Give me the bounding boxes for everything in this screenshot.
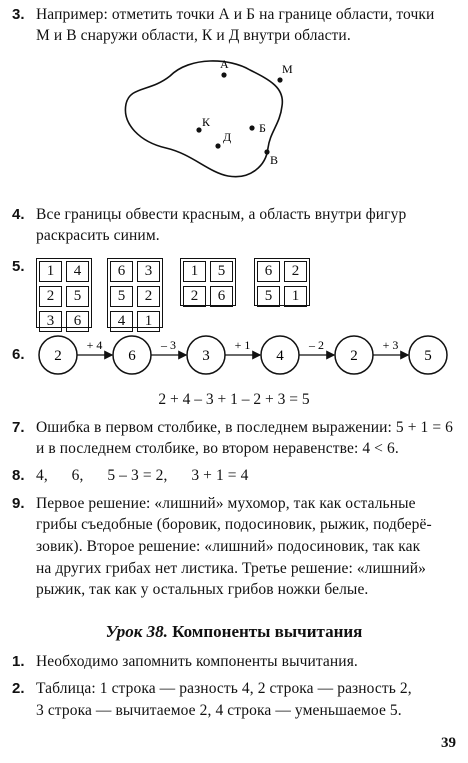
point-b-dot [249,125,254,130]
item-7-line-1: Ошибка в первом столбике, в последнем выражении: 5 + 1 = 6 [36,419,454,436]
grid-cell: 3 [39,311,62,332]
point-d-dot [215,143,220,148]
item-3-number: 3. [12,6,25,23]
lesson-item-1-line-1: Необходимо запомнить компоненты вычитания. [36,653,358,670]
item-4-line-2: раскрасить синим. [36,227,160,244]
lesson-item-1-number: 1. [12,653,25,670]
item-3-line-2: М и В снаружи области, К и Д внутри области. [36,27,351,44]
grid-cell: 2 [183,286,206,307]
point-m-label: М [282,62,293,76]
grid-cell: 1 [183,261,206,282]
point-k-dot [196,127,201,132]
lesson-prefix: Урок 38. [105,622,168,641]
item-9-line-5: рыжик, так как у остальных грибов ножки белые. [36,581,369,598]
equation: 2 + 4 – 3 + 1 – 2 + 3 = 5 [158,391,310,408]
item-6-number: 6. [12,346,25,363]
grid-cell: 2 [284,261,307,282]
sequence-operation: – 2 [309,338,324,352]
grid-cell: 3 [137,261,160,282]
sequence-operation: + 3 [382,338,399,352]
number-grid-2 [107,258,163,328]
item-3-line-1: Например: отметить точки А и Б на границе области, точки [36,6,435,23]
grid-cell: 5 [110,286,133,307]
point-a-label: А [220,57,229,71]
point-v-dot [264,149,269,154]
number-grid-3 [180,258,236,306]
sequence-value: 3 [202,348,210,364]
sequence-value: 4 [276,348,284,364]
grid-cell: 6 [210,286,233,307]
point-d-label: Д [223,130,232,144]
item-8-line-1: 4, 6, 5 – 3 = 2, 3 + 1 = 4 [36,467,249,484]
number-grid-1 [36,258,92,328]
grid-cell: 5 [257,286,280,307]
point-k-label: К [202,115,211,129]
grid-cell: 2 [137,286,160,307]
item-4-line-1: Все границы обвести красным, а область внутри фигур [36,206,407,223]
item-8-number: 8. [12,467,25,484]
region-diagram [110,48,330,188]
item-7-line-2: и в последнем столбике, во втором неравенстве: 4 < 6. [36,440,399,457]
grid-cell: 1 [284,286,307,307]
sequence-operation: – 3 [161,338,176,352]
lesson-item-2-line-2: 3 строка — вычитаемое 2, 4 строка — уменьшаемое 5. [36,702,402,719]
item-9-line-4: на других грибах нет листика. Третье решение: «лишний» [36,560,426,577]
sequence-value: 6 [128,348,136,364]
item-9-line-1: Первое решение: «лишний» мухомор, так как остальные [36,495,416,512]
operation-chain [30,330,460,380]
grid-cell: 5 [66,286,89,307]
point-m-dot [277,77,282,82]
sequence-value: 2 [350,348,358,364]
item-9-line-2: грибы съедобные (боровик, подосиновик, рыжик, подберё- [36,516,432,533]
lesson-heading [0,622,468,642]
point-a-dot [221,72,226,77]
grid-cell: 6 [110,261,133,282]
grid-cell: 2 [39,286,62,307]
item-5-number: 5. [12,258,25,275]
number-grid-4 [254,258,310,306]
item-4-number: 4. [12,206,25,223]
grid-cell: 4 [66,261,89,282]
sequence-operation: + 4 [86,338,103,352]
lesson-title: Компоненты вычитания [172,622,363,641]
grid-cell: 6 [257,261,280,282]
item-7-number: 7. [12,419,25,436]
lesson-item-2-line-1: Таблица: 1 строка — разность 4, 2 строка — разность 2, [36,680,412,697]
lesson-item-2-number: 2. [12,680,25,697]
item-9-number: 9. [12,495,25,512]
grid-cell: 5 [210,261,233,282]
page-number: 39 [441,735,456,751]
sequence-value: 5 [424,348,432,364]
sequence-operation: + 1 [234,338,251,352]
grid-cell: 1 [137,311,160,332]
grid-cell: 4 [110,311,133,332]
sequence-value: 2 [54,348,62,364]
point-b-label: Б [259,121,266,135]
grid-cell: 6 [66,311,89,332]
grid-cell: 1 [39,261,62,282]
point-v-label: В [270,153,279,167]
item-9-line-3: зовик). Второе решение: «лишний» подосиновик, так как [36,538,421,555]
